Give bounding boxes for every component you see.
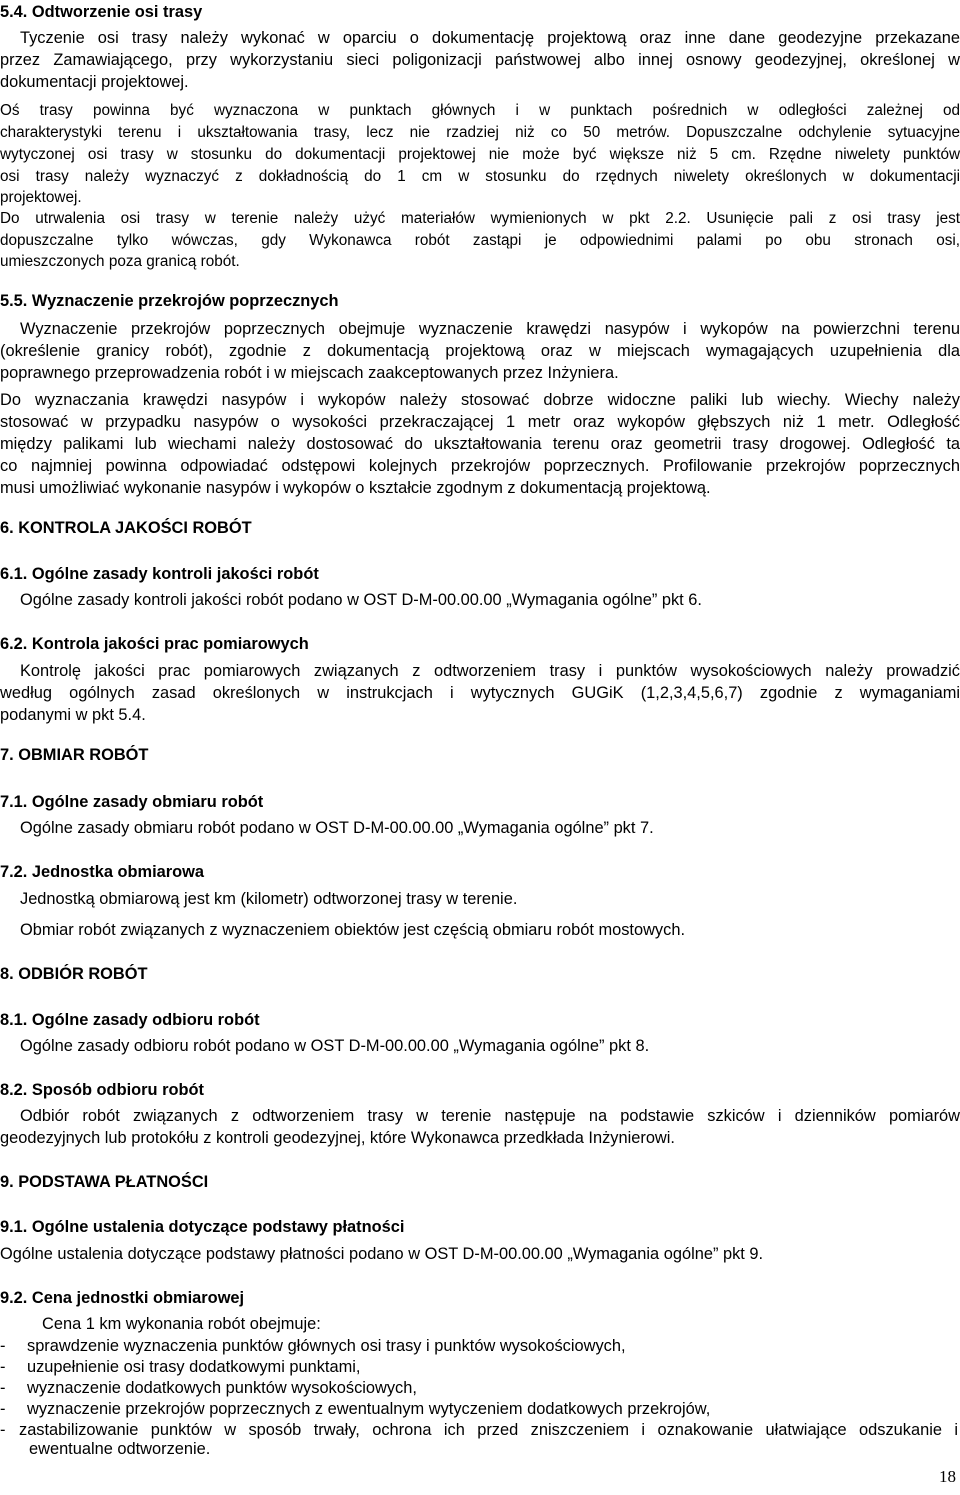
section-9-heading: 9. PODSTAWA PŁATNOŚCI bbox=[0, 1173, 209, 1191]
s54-p1-line-1: Tyczenie osi trasy należy wykonać w oparciu o dokumentację projektową oraz inne dane geodezyjne przekazane bbox=[20, 29, 960, 47]
list-dash: - bbox=[0, 1379, 6, 1397]
section-5-5-heading: 5.5. Wyznaczenie przekrojów poprzecznych bbox=[0, 292, 339, 310]
section-5-4-heading: 5.4. Odtworzenie osi trasy bbox=[0, 3, 203, 21]
s54-p2-line-5: projektowej. bbox=[0, 189, 82, 206]
s92-intro: Cena 1 km wykonania robót obejmuje: bbox=[42, 1315, 321, 1333]
s72-text-1: Jednostką obmiarową jest km (kilometr) odtworzonej trasy w terenie. bbox=[20, 890, 518, 908]
s55-p2-line-1: Do wyznaczania krawędzi nasypów i wykopów należy stosować dobrze widoczne paliki lub wiechy. Wiechy należy bbox=[0, 391, 960, 409]
s82-line-1: Odbiór robót związanych z odtworzeniem trasy w terenie następuje na podstawie szkiców i dzienników pomiarów bbox=[20, 1107, 960, 1125]
section-8-2-heading: 8.2. Sposób odbioru robót bbox=[0, 1081, 204, 1099]
s54-p2-line-6: Do utrwalenia osi trasy w terenie należy użyć materiałów wymienionych w pkt 2.2. Usunięcie pali z osi trasy jest bbox=[0, 210, 960, 227]
list-dash: - bbox=[0, 1421, 6, 1439]
s54-p2-line-7: dopuszczalne tylko wówczas, gdy Wykonawca robót zastąpi je odpowiednimi palami po obu stronach osi, bbox=[0, 232, 960, 249]
section-9-2-heading: 9.2. Cena jednostki obmiarowej bbox=[0, 1289, 245, 1307]
s55-p2-line-5: musi umożliwiać wykonanie nasypów i wykopów o kształcie zgodnym z dokumentacją projektową. bbox=[0, 479, 711, 497]
s54-p1-line-3: dokumentacji projektowej. bbox=[0, 73, 189, 91]
s82-line-2: geodezyjnych lub protokółu z kontroli geodezyjnej, które Wykonawca przedkłada Inżynierowi. bbox=[0, 1129, 675, 1147]
s55-p2-line-4: co najmniej powinna odpowiadać odstępowi kolejnych przekrojów poprzecznych. Profilowanie przekrojów poprzecznych bbox=[0, 457, 960, 475]
s55-p1-line-1: Wyznaczenie przekrojów poprzecznych obejmuje wyznaczenie krawędzi nasypów i wykopów na powierzchni terenu bbox=[20, 320, 960, 338]
s54-p2-line-4: osi trasy należy wyznaczyć z dokładnością do 1 cm w stosunku do rzędnych niwelety określonych w dokumentacji bbox=[0, 168, 960, 185]
s55-p1-line-2: (określenie granicy robót), zgodnie z dokumentacją projektową oraz w miejscach wymagających uzupełnienia dla bbox=[0, 342, 960, 360]
s62-line-3: podanymi w pkt 5.4. bbox=[0, 706, 146, 724]
page-number: 18 bbox=[939, 1467, 956, 1486]
section-6-heading: 6. KONTROLA JAKOŚCI ROBÓT bbox=[0, 519, 252, 537]
s54-p2-line-2: charakterystyki terenu i ukształtowania trasy, lecz nie rzadziej niż co 50 metrów. Dopuszczalne odchylenie sytuacyjne bbox=[0, 124, 960, 141]
s54-p2-line-1: Oś trasy powinna być wyznaczona w punktach głównych i w punktach pośrednich w odległości zależnej od bbox=[0, 102, 960, 119]
s54-p2-line-3: wytyczonej osi trasy w stosunku do dokumentacji projektowej nie może być większe niż 5 cm. Rzędne niwelety punktów bbox=[0, 146, 960, 163]
section-6-1-heading: 6.1. Ogólne zasady kontroli jakości robót bbox=[0, 565, 319, 583]
list-item-text: uzupełnienie osi trasy dodatkowymi punktami, bbox=[27, 1358, 361, 1376]
list-item-text: wyznaczenie przekrojów poprzecznych z ewentualnym wytyczeniem dodatkowych przekrojów, bbox=[27, 1400, 711, 1418]
s81-text: Ogólne zasady odbioru robót podano w OST D-M-00.00.00 „Wymagania ogólne” pkt 8. bbox=[20, 1037, 650, 1055]
list-item-continuation: ewentualne odtworzenie. bbox=[29, 1440, 211, 1458]
list-dash: - bbox=[0, 1337, 6, 1355]
s54-p2-line-8: umieszczonych poza granicą robót. bbox=[0, 253, 240, 270]
section-7-2-heading: 7.2. Jednostka obmiarowa bbox=[0, 863, 205, 881]
s71-text: Ogólne zasady obmiaru robót podano w OST D-M-00.00.00 „Wymagania ogólne” pkt 7. bbox=[20, 819, 654, 837]
s55-p2-line-3: między palikami lub wiechami należy dostosować do ukształtowania terenu oraz geometrii trasy drogowej. Odległość ta bbox=[0, 435, 960, 453]
section-7-1-heading: 7.1. Ogólne zasady obmiaru robót bbox=[0, 793, 264, 811]
s61-text: Ogólne zasady kontroli jakości robót podano w OST D-M-00.00.00 „Wymagania ogólne” pkt 6. bbox=[20, 591, 702, 609]
list-dash: - bbox=[0, 1400, 6, 1418]
s62-line-2: według ogólnych zasad określonych w instrukcjach i wytycznych GUGiK (1,2,3,4,5,6,7) zgodnie z wymaganiami bbox=[0, 684, 960, 702]
section-8-1-heading: 8.1. Ogólne zasady odbioru robót bbox=[0, 1011, 260, 1029]
list-item-text: sprawdzenie wyznaczenia punktów głównych osi trasy i punktów wysokościowych, bbox=[27, 1337, 626, 1355]
s72-text-2: Obmiar robót związanych z wyznaczeniem obiektów jest częścią obmiaru robót mostowych. bbox=[20, 921, 685, 939]
list-item-text: wyznaczenie dodatkowych punktów wysokościowych, bbox=[27, 1379, 417, 1397]
list-item-text: zastabilizowanie punktów w sposób trwały, ochrona ich przed zniszczeniem i oznakowanie ułatwiające odszukanie i bbox=[19, 1421, 958, 1439]
s55-p1-line-3: poprawnego przeprowadzenia robót i w miejscach zaakceptowanych przez Inżyniera. bbox=[0, 364, 619, 382]
section-6-2-heading: 6.2. Kontrola jakości prac pomiarowych bbox=[0, 635, 309, 653]
list-dash: - bbox=[0, 1358, 6, 1376]
s54-p1-line-2: przez Zamawiającego, przy wykorzystaniu sieci poligonizacji państwowej albo innej osnowy geodezyjnej, określonej w bbox=[0, 51, 960, 69]
s91-text: Ogólne ustalenia dotyczące podstawy płatności podano w OST D-M-00.00.00 „Wymagania ogólne” pkt 9. bbox=[0, 1245, 764, 1263]
section-9-1-heading: 9.1. Ogólne ustalenia dotyczące podstawy płatności bbox=[0, 1218, 405, 1236]
section-8-heading: 8. ODBIÓR ROBÓT bbox=[0, 965, 148, 983]
section-7-heading: 7. OBMIAR ROBÓT bbox=[0, 746, 149, 764]
s62-line-1: Kontrolę jakości prac pomiarowych związanych z odtworzeniem trasy i punktów wysokościowych należy prowadzić bbox=[20, 662, 960, 680]
s55-p2-line-2: stosować w przypadku nasypów o wysokości przekraczającej 1 metr oraz wykopów głębszych niż 1 metr. Odległość bbox=[0, 413, 960, 431]
